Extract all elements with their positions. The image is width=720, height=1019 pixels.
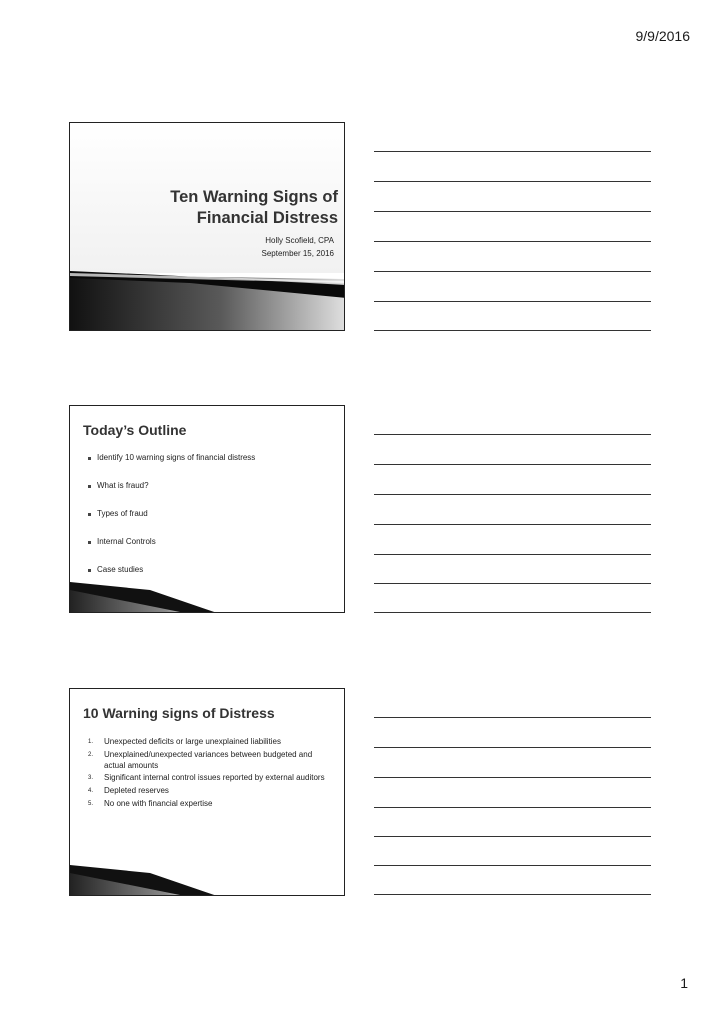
slide-outline: [69, 405, 345, 613]
list-item: Types of fraud: [88, 509, 255, 537]
slide-subtitle: [262, 234, 335, 260]
note-line: [374, 211, 651, 212]
item-number: 3.: [88, 775, 94, 781]
note-line: [374, 836, 651, 837]
slide-title: [69, 122, 345, 331]
note-line: [374, 301, 651, 302]
note-line: [374, 241, 651, 242]
slide-heading-line: Financial Distress: [196, 209, 338, 227]
item-number: 5.: [88, 801, 94, 807]
note-line: [374, 330, 651, 331]
note-line: [374, 583, 651, 584]
item-text: No one with financial expertise: [104, 799, 213, 808]
note-line: [374, 612, 651, 613]
bullet-list: [88, 453, 255, 593]
note-line: [374, 271, 651, 272]
list-item: [88, 736, 328, 748]
list-item: [88, 785, 328, 797]
note-line: [374, 865, 651, 866]
note-line: [374, 181, 651, 182]
list-item: Identify 10 warning signs of financial distress: [88, 453, 255, 481]
page-date: 9/9/2016: [635, 28, 690, 44]
slide-heading: [70, 187, 338, 229]
item-text: Significant internal control issues reported by external auditors: [104, 773, 325, 782]
slide-heading: Today’s Outline: [83, 422, 187, 438]
list-item: Internal Controls: [88, 537, 255, 565]
item-number: 2.: [88, 752, 94, 758]
list-item: [88, 772, 328, 784]
note-line: [374, 554, 651, 555]
numbered-list: [88, 736, 328, 811]
slide-heading-line: Ten Warning Signs of: [170, 188, 338, 206]
item-text: Unexplained/unexpected variances between budgeted and actual amounts: [104, 750, 313, 770]
item-text: Unexpected deficits or large unexplained liabilities: [104, 737, 281, 746]
list-item: [88, 749, 328, 771]
note-line: [374, 747, 651, 748]
slide-heading: 10 Warning signs of Distress: [83, 705, 275, 721]
slide-warning-signs: [69, 688, 345, 896]
note-line: [374, 777, 651, 778]
note-line: [374, 807, 651, 808]
note-line: [374, 434, 651, 435]
note-line: [374, 717, 651, 718]
note-line: [374, 524, 651, 525]
presenter-name: Holly Scofield, CPA: [265, 236, 334, 245]
note-line: [374, 494, 651, 495]
list-item: [88, 798, 328, 810]
page-number: 1: [680, 975, 688, 991]
item-number: 1.: [88, 739, 94, 745]
item-number: 4.: [88, 788, 94, 794]
note-line: [374, 464, 651, 465]
item-text: Depleted reserves: [104, 786, 169, 795]
note-line: [374, 894, 651, 895]
note-line: [374, 151, 651, 152]
list-item: Case studies: [88, 565, 255, 593]
presentation-date: September 15, 2016: [261, 249, 334, 258]
list-item: What is fraud?: [88, 481, 255, 509]
